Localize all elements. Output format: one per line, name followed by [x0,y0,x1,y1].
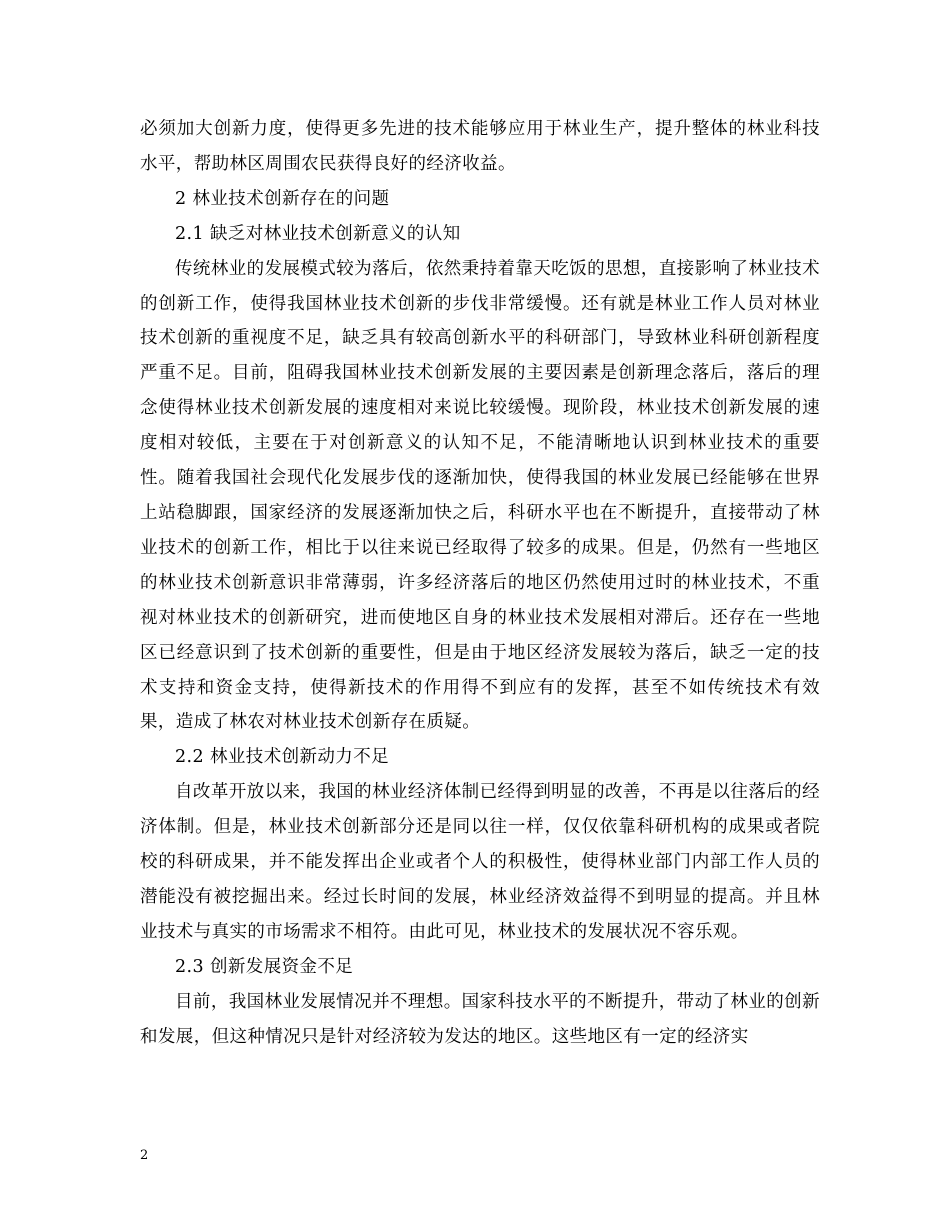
page-number: 2 [140,1148,149,1163]
paragraph-2-1-body: 传统林业的发展模式较为落后，依然秉持着靠天吃饭的思想，直接影响了林业技术的创新工作，使得我国林业技术创新的步伐非常缓慢。还有就是林业工作人员对林业技术创新的重视度不足，缺乏具有较高创新水平的科研部门，导致林业科研创新程度严重不足。目前，阻碍我国林业技术创新发展的主要因素是创新理念落后，落后的理念使得林业技术创新发展的速度相对来说比较缓慢。现阶段，林业技术创新发展的速度相对较低，主要在于对创新意义的认知不足，不能清晰地认识到林业技术的重要性。随着我国社会现代化发展步伐的逐渐加快，使得我国的林业发展已经能够在世界上站稳脚跟，国家经济的发展逐渐加快之后，科研水平也在不断提升，直接带动了林业技术的创新工作，相比于以往来说已经取得了较多的成果。但是，仍然有一些地区的林业技术创新意识非常薄弱，许多经济落后的地区仍然使用过时的林业技术，不重视对林业技术的创新研究，进而使地区自身的林业技术发展相对滞后。还存在一些地区已经意识到了技术创新的重要性，但是由于地区经济发展较为落后，缺乏一定的技术支持和资金支持，使得新技术的作用得不到应有的发挥，甚至不如传统技术有效果，造成了林农对林业技术创新存在质疑。 [140,258,820,733]
section-heading-2: 2 林业技术创新存在的问题 [175,188,390,209]
document-body [140,112,820,1054]
subsection-heading-2-3: 2.3 创新发展资金不足 [175,956,354,977]
paragraph-2-3-body: 目前，我国林业发展情况并不理想。国家科技水平的不断提升，带动了林业的创新和发展，但这种情况只是针对经济较为发达的地区。这些地区有一定的经济实 [140,991,820,1047]
paragraph-intro-continuation: 必须加大创新力度，使得更多先进的技术能够应用于林业生产，提升整体的林业科技水平，帮助林区周围农民获得良好的经济收益。 [140,119,820,174]
paragraph-2-2-body: 自改革开放以来，我国的林业经济体制已经得到明显的改善，不再是以往落后的经济体制。但是，林业技术创新部分还是同以往一样，仅仅依靠科研机构的成果或者院校的科研成果，并不能发挥出企业或者个人的积极性，使得林业部门内部工作人员的潜能没有被挖掘出来。经过长时间的发展，林业经济效益得不到明显的提高。并且林业技术与真实的市场需求不相符。由此可见，林业技术的发展状况不容乐观。 [140,782,820,942]
subsection-heading-2-2: 2.2 林业技术创新动力不足 [175,747,389,768]
subsection-heading-2-1: 2.1 缺乏对林业技术创新意义的认知 [175,223,461,244]
